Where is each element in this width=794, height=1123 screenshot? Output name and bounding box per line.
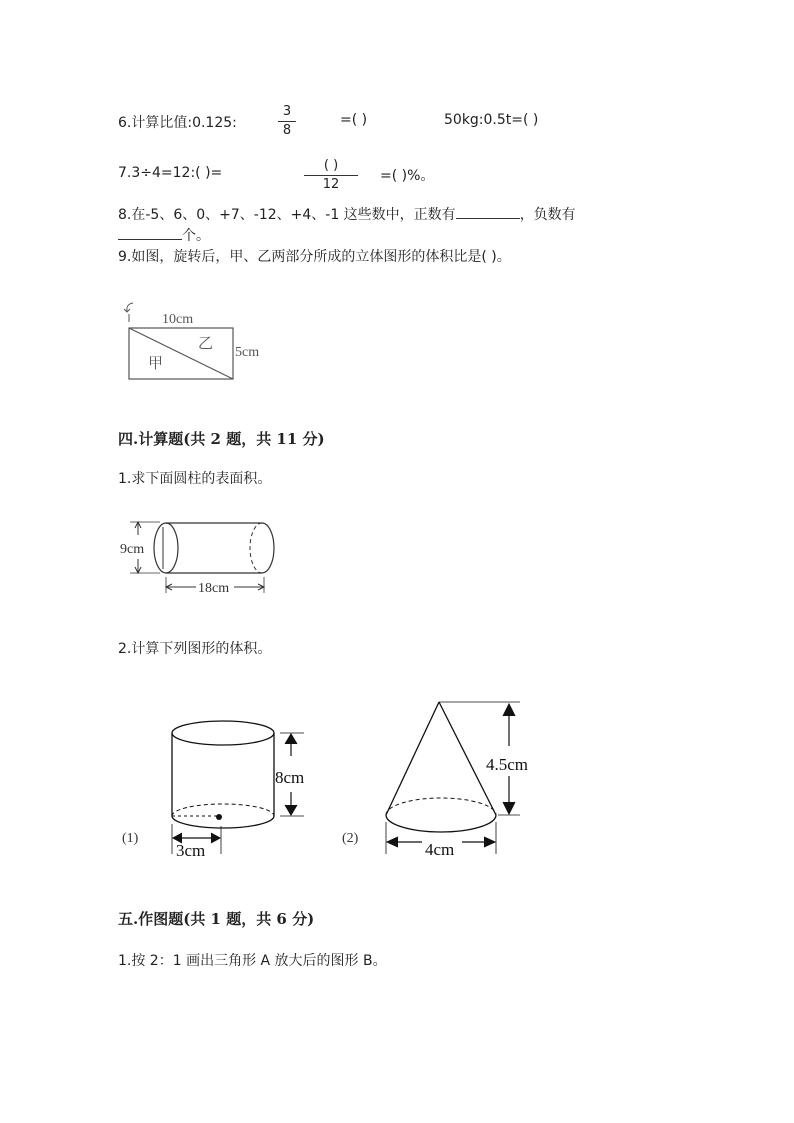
q8-line1 — [118, 204, 576, 224]
q9-top-label: 10cm — [162, 312, 194, 327]
fig2-marker: (2) — [342, 831, 359, 846]
q7-frac-num: ( ) — [323, 158, 339, 173]
q8-negative-blank — [118, 225, 182, 240]
q6-fraction — [278, 104, 296, 139]
section5-title: 五.作图题(共 1 题，共 6 分) — [118, 910, 315, 928]
q9-region-a: 甲 — [148, 354, 164, 372]
q9-side-label: 5cm — [235, 345, 260, 360]
q8-positive-blank — [456, 204, 520, 219]
q6-text2: 50kg:0.5t=( ) — [444, 112, 539, 128]
cylinder-vertical-figure — [118, 714, 328, 864]
rotation-arrow-icon — [127, 303, 133, 311]
q8-line2 — [118, 225, 210, 245]
q9-text: 9.如图，旋转后，甲、乙两部分所成的立体图形的体积比是( )。 — [118, 249, 511, 265]
fig2-diameter-label: 4cm — [425, 840, 455, 859]
cone-base-back — [386, 798, 496, 815]
section4-title: 四.计算题(共 2 题，共 11 分) — [118, 430, 325, 448]
cylinder-length-label: 18cm — [198, 581, 230, 596]
q8-line2-end: 个。 — [182, 228, 210, 244]
q7-fraction — [304, 158, 358, 193]
cylinder-height-label: 9cm — [120, 542, 145, 557]
q6-text: 6.计算比值:0.125: — [118, 115, 237, 131]
s5-q1-text: 1.按 2：1 画出三角形 A 放大后的图形 B。 — [118, 953, 387, 969]
q8-mid: ，负数有 — [519, 207, 576, 223]
cone-base-front — [386, 815, 496, 832]
fig2-height-label: 4.5cm — [486, 755, 529, 774]
fig1-height-label: 8cm — [275, 768, 305, 787]
q8-text: 8.在-5、6、0、+7、-12、+4、-1 这些数中，正数有 — [118, 207, 456, 223]
cylinder-center-dot — [216, 814, 222, 820]
q7-eq: =( )%。 — [380, 168, 435, 184]
q7-frac-den: 12 — [322, 177, 340, 192]
q9-region-b: 乙 — [198, 334, 214, 352]
fig1-marker: (1) — [122, 831, 139, 846]
fig1-radius-label: 3cm — [176, 841, 206, 860]
q6-frac-num: 3 — [282, 104, 292, 119]
cylinder-left-face — [154, 523, 178, 573]
cylinder-top-face — [172, 721, 274, 745]
s4-q2-text: 2.计算下列图形的体积。 — [118, 641, 272, 657]
q9-figure — [118, 298, 288, 386]
q6-answer-blank: =( ) — [340, 112, 368, 128]
cylinder-horizontal-figure — [118, 515, 288, 599]
s4-q1-text: 1.求下面圆柱的表面积。 — [118, 471, 272, 487]
q6-frac-den: 8 — [282, 123, 292, 138]
cone-figure — [338, 694, 548, 866]
q7-text: 7.3÷4=12:( )= — [118, 165, 223, 181]
q9-diagonal — [129, 328, 233, 379]
